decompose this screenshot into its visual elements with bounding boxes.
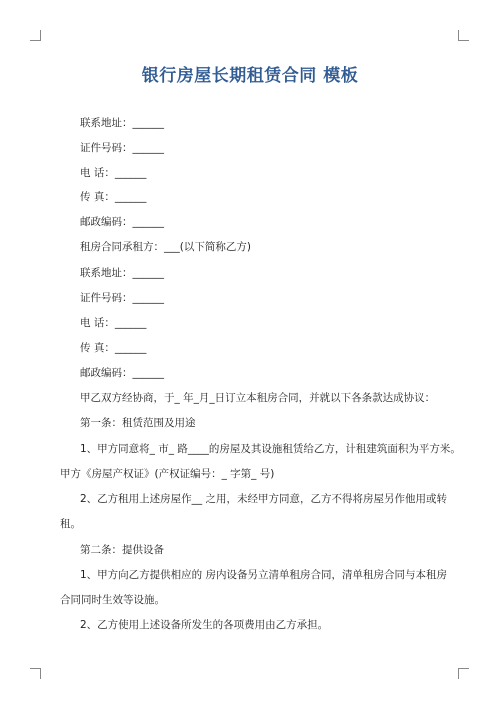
lessee-id-number-line: 证件号码：______ bbox=[80, 292, 164, 304]
lessee-postcode-line: 邮政编码：______ bbox=[80, 367, 164, 379]
article-2-clause-2: 2、乙方使用上述设备所发生的各项费用由乙方承担。 bbox=[80, 619, 329, 631]
lessor-phone-line: 电 话：______ bbox=[80, 167, 147, 179]
lessee-phone-line: 电 话：______ bbox=[80, 317, 147, 329]
lessor-postcode-line: 邮政编码：______ bbox=[80, 216, 164, 228]
page-corner-mark-top-left bbox=[30, 30, 41, 41]
page-corner-mark-bottom-left bbox=[30, 668, 41, 679]
article-2-heading: 第二条：提供设备 bbox=[80, 544, 164, 556]
page-corner-mark-top-right bbox=[458, 30, 469, 41]
article-1-clause-1-continued: 甲方《房屋产权证》(产权证编号：_ 字第_ 号) bbox=[60, 468, 275, 480]
page-corner-mark-bottom-right bbox=[458, 668, 469, 679]
lessor-address-line: 联系地址：______ bbox=[80, 117, 164, 129]
article-1-heading: 第一条：租赁范围及用途 bbox=[80, 417, 196, 429]
article-1-clause-2-continued: 租。 bbox=[60, 518, 81, 530]
article-2-clause-1: 1、甲方向乙方提供相应的 房内设备另立清单租房合同，清单租房合同与本租房 bbox=[80, 569, 448, 581]
lessor-id-number-line: 证件号码：______ bbox=[80, 142, 164, 154]
article-1-clause-2: 2、乙方租用上述房屋作__ 之用，未经甲方同意，乙方不得将房屋另作他用或转 bbox=[80, 493, 448, 505]
document-title: 银行房屋长期租赁合同 模板 bbox=[141, 66, 359, 86]
lessee-fax-line: 传 真：______ bbox=[80, 342, 147, 354]
agreement-intro-line: 甲乙双方经协商，于_ 年_月_日订立本租房合同，并就以下各条款达成协议： bbox=[80, 392, 436, 404]
lessor-fax-line: 传 真：______ bbox=[80, 191, 147, 203]
article-2-clause-1-continued: 合同同时生效等设施。 bbox=[60, 594, 165, 606]
lessee-party-line: 租房合同承租方：___(以下简称乙方) bbox=[80, 241, 251, 253]
lessee-address-line: 联系地址：______ bbox=[80, 267, 164, 279]
article-1-clause-1: 1、甲方同意将_ 市_ 路____的房屋及其设施租赁给乙方，计租建筑面积为平方米。 bbox=[80, 443, 461, 455]
